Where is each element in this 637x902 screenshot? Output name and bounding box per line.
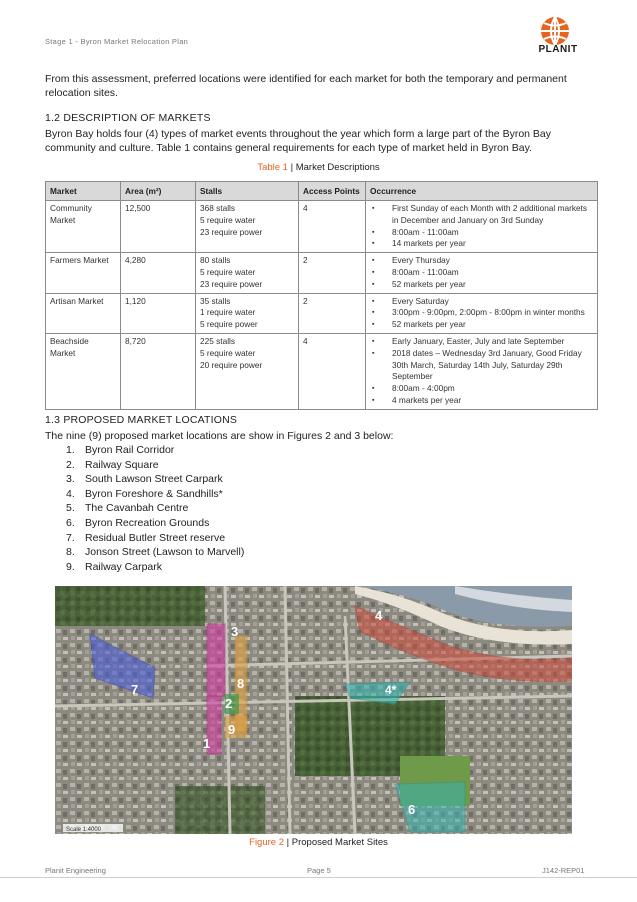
occurrence-item: ▪ Every Saturday (370, 296, 593, 308)
market-name-line: Farmers Market (50, 255, 109, 266)
occurrence-cell (366, 253, 598, 293)
location-name: Byron Rail Corridor (85, 444, 175, 456)
access-cell: 4 (299, 333, 366, 409)
site-label: 8 (237, 676, 245, 691)
figure-caption-label: Figure 2 (249, 837, 284, 848)
section-heading-1-2: 1.2 DESCRIPTION OF MARKETS (45, 112, 211, 124)
site-label: 9 (228, 722, 236, 737)
location-name: Railway Carpark (85, 560, 163, 573)
table-caption-title: Market Descriptions (295, 162, 380, 173)
stalls-line: 5 require water (200, 347, 256, 358)
stalls-line: 368 stalls (200, 203, 236, 213)
location-name: Jonson Street (Lawson to Marvell) (85, 546, 245, 559)
section-heading-1-3: 1.3 PROPOSED MARKET LOCATIONS (45, 414, 238, 426)
occurrence-cell (366, 333, 598, 409)
market-cell (46, 253, 121, 293)
market-cell (46, 333, 121, 409)
site-label: 6 (408, 802, 416, 817)
occurrence-item: ▪ 8:00am - 11:00am (370, 267, 593, 279)
occurrence-item: ▪ Early January, Easter, July and late September (370, 336, 593, 348)
occurrence-item: ▪ 4 markets per year (370, 395, 593, 407)
occurrence-item: ▪ 8:00am - 4:00pm (370, 383, 593, 395)
footer-doc-ref: J142-REP01 (542, 866, 585, 875)
occurrence-item: ▪ 52 markets per year (370, 319, 593, 331)
occurrence-item: ▪ 3:00pm - 9:00pm, 2:00pm - 8:00pm in winter months (370, 307, 593, 319)
intro-line: From this assessment, preferred locations were identified for each market for both the temporary and permanent (45, 73, 567, 85)
occurrence-cell (366, 201, 598, 253)
figure-caption (0, 837, 637, 848)
market-name-line: Beachside (50, 335, 89, 346)
table-row (46, 253, 598, 293)
market-sites-map (55, 586, 572, 834)
market-descriptions-table (45, 181, 598, 410)
occurrence-item: ▪ 14 markets per year (370, 238, 593, 250)
column-header: Stalls (196, 182, 299, 201)
location-name: Byron Recreation Grounds (85, 516, 210, 529)
market-name-line: Community (50, 203, 92, 213)
intro-paragraph (45, 72, 567, 100)
access-cell: 4 (299, 201, 366, 253)
market-name-line: Market (50, 347, 76, 358)
stalls-line: 23 require power (200, 226, 263, 237)
stalls-line: 80 stalls (200, 255, 231, 266)
area-cell: 1,120 (121, 293, 196, 333)
site-label: 1 (203, 736, 211, 751)
area-cell: 8,720 (121, 333, 196, 409)
market-cell (46, 201, 121, 253)
table-caption-label: Table 1 (257, 162, 288, 173)
stalls-line: 23 require power (200, 278, 263, 289)
occurrence-item: ▪ 52 markets per year (370, 279, 593, 291)
occurrence-item: ▪ First Sunday of each Month with 2 additional markets in December and January on 3rd Sunday (370, 203, 593, 227)
table-row (46, 333, 598, 409)
globe-icon (538, 16, 572, 46)
occurrence-item: ▪ 8:00am - 11:00am (370, 227, 593, 239)
stalls-line: 35 stalls (200, 295, 231, 306)
location-name: Railway Square (85, 458, 159, 471)
column-header: Access Points (299, 182, 366, 201)
table-caption (0, 162, 637, 173)
table-header-row (46, 182, 598, 201)
market-name-line: Market (50, 214, 76, 225)
list-item: 9. Railway Carpark (66, 560, 163, 573)
column-header: Area (m²) (121, 182, 196, 201)
table-row (46, 293, 598, 333)
location-name: Residual Butler Street reserve (85, 531, 226, 544)
list-item: 1. Byron Rail Corridor (66, 444, 175, 456)
occurrence-item: ▪ Every Thursday (370, 255, 593, 267)
location-name: South Lawson Street Carpark (85, 473, 223, 486)
market-name-line: Artisan Market (50, 295, 104, 306)
area-cell: 4,280 (121, 253, 196, 293)
site-label: 4 (375, 608, 383, 623)
column-header: Market (46, 182, 121, 201)
paragraph-line: community and culture. Table 1 contains general requirements for each type of market held in Byron Bay. (45, 142, 532, 154)
locations-list (66, 443, 244, 574)
stalls-cell (196, 333, 299, 409)
stalls-cell (196, 293, 299, 333)
footer-page-number: Page 5 (307, 866, 331, 875)
list-item: 7. Residual Butler Street reserve (66, 531, 226, 544)
stalls-line: 1 require water (200, 307, 256, 318)
market-cell (46, 293, 121, 333)
list-item: 4. Byron Foreshore & Sandhills* (66, 487, 223, 500)
access-cell: 2 (299, 253, 366, 293)
list-item: 3. South Lawson Street Carpark (66, 473, 223, 486)
site-label: 2 (225, 696, 233, 711)
list-item: 8. Jonson Street (Lawson to Marvell) (66, 546, 245, 559)
table-row (46, 201, 598, 253)
footer-divider (0, 877, 637, 878)
occurrence-item: ▪ 2018 dates – Wednesday 3rd January, Good Friday 30th March, Saturday 14th July, Saturday 29th September (370, 348, 593, 383)
figure-caption-title: Proposed Market Sites (291, 837, 388, 848)
site-label: 3 (231, 624, 239, 639)
footer-company: Planit Engineering (45, 866, 106, 875)
area-cell: 12,500 (121, 201, 196, 253)
section-1-3-intro: The nine (9) proposed market locations are show in Figures 2 and 3 below: (45, 430, 394, 442)
stalls-line: 5 require water (200, 214, 256, 225)
site-label: 7 (131, 682, 139, 697)
planit-logo (528, 16, 588, 60)
section-1-2-paragraph (45, 127, 551, 155)
list-item: 6. Byron Recreation Grounds (66, 516, 210, 529)
stalls-line: 20 require power (200, 359, 263, 370)
list-item: 2. Railway Square (66, 458, 159, 471)
list-item: 5. The Cavanbah Centre (66, 502, 189, 515)
intro-line: relocation sites. (45, 87, 118, 99)
stalls-line: 5 require power (200, 319, 258, 330)
location-name: The Cavanbah Centre (85, 502, 189, 515)
header-title: Stage 1 - Byron Market Relocation Plan (45, 37, 189, 46)
stalls-cell (196, 253, 299, 293)
stalls-line: 5 require water (200, 266, 256, 277)
caption-separator: | (287, 162, 296, 173)
caption-separator: | (284, 837, 292, 848)
location-name: Byron Foreshore & Sandhills* (85, 487, 223, 500)
stalls-cell (196, 201, 299, 253)
access-cell: 2 (299, 293, 366, 333)
site-label: 4* (385, 683, 397, 697)
map-scale: Scale 1:4000 (66, 827, 102, 833)
paragraph-line: Byron Bay holds four (4) types of market events throughout the year which form a large part of the Byron Bay (45, 128, 552, 140)
logo-text: PLANIT (538, 44, 578, 55)
column-header: Occurrence (366, 182, 598, 201)
occurrence-cell (366, 293, 598, 333)
stalls-line: 225 stalls (200, 335, 236, 346)
